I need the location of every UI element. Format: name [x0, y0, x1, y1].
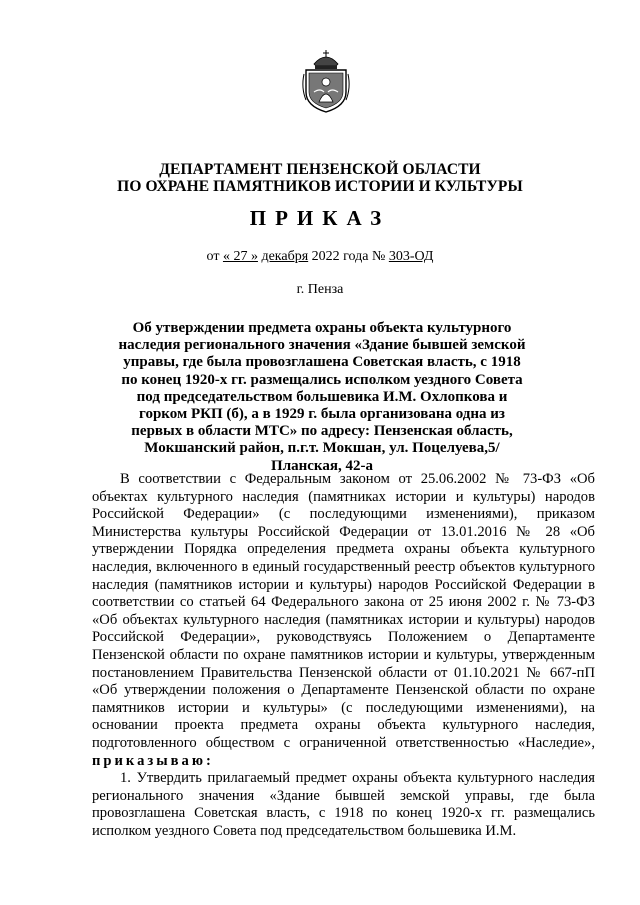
order-subject: Об утверждении предмета охраны объекта культурного наследия регионального значения «Здание бывшей земской управы, где была провозглашена Советская власть, с 1918 по конец 1920-х гг. размещались исполком уездного Совета под председательством большевика И.М. Охлопкова и горком РКП (б), а в 1929 г. была организована одна из первых в области МТС» по адресу: Пензенская область, Мокшанский район, п.г.т. Мокшан, ул. Поцелуева,5/Планская, 42-а [118, 320, 526, 474]
order-body [92, 471, 595, 840]
department-name-line2: ПО ОХРАНЕ ПАМЯТНИКОВ ИСТОРИИ И КУЛЬТУРЫ [117, 178, 523, 195]
order-year: 2022 года № [311, 249, 386, 264]
date-prefix: от [206, 249, 220, 264]
order-date-line [0, 249, 640, 265]
department-name-line1: ДЕПАРТАМЕНТ ПЕНЗЕНСКОЙ ОБЛАСТИ [159, 161, 481, 178]
order-word: приказываю: [92, 752, 214, 769]
body-paragraph-1 [92, 471, 595, 770]
coat-of-arms-emblem [300, 48, 352, 114]
order-city: г. Пенза [296, 282, 344, 297]
order-day: « 27 » [222, 249, 258, 264]
body-paragraph-2: 1. Утвердить прилагаемый предмет охраны объекта культурного наследия регионального значения «Здание бывшей земской управы, где была провозглашена Советская власть, с 1918 по конец 1920-х гг. размещались исполком уездного Совета под председательством большевика И.М. [92, 770, 595, 839]
order-title: ПРИКАЗ [249, 206, 391, 230]
order-number: 303-ОД [388, 249, 434, 264]
order-month: декабря [261, 249, 309, 264]
body-paragraph-1-text: В соответствии с Федеральным законом от 25.06.2002 № 73-ФЗ «Об объектах культурного наследия (памятниках истории и культуры) народов Российской Федерации» (с последующими изменениями), приказом Министерства культуры Российской Федерации от 13.01.2016 № 28 «Об утверждении Порядка определения предмета охраны объекта культурного наследия, включенного в единый государственный реестр объектов культурного наследия (памятников истории и культуры) народов Российской Федерации в соответствии со статьей 64 Федерального закона от 25 июня 2002 г. № 73-ФЗ «Об объектах культурного наследия (памятниках истории и культуры) народов Российской Федерации», руководствуясь Положением о Департаменте Пензенской области по охране памятников истории и культуры, утвержденным постановлением Правительства Пензенской области от 01.10.2021 № 667-пП «Об утверждении положения о Департаменте Пензенской области по охране памятников истории и культуры» (с последующими изменениями), на основании проекта предмета охраны объекта культурного наследия, подготовленного обществом с ограниченной ответственностью «Наследие», [92, 471, 595, 751]
